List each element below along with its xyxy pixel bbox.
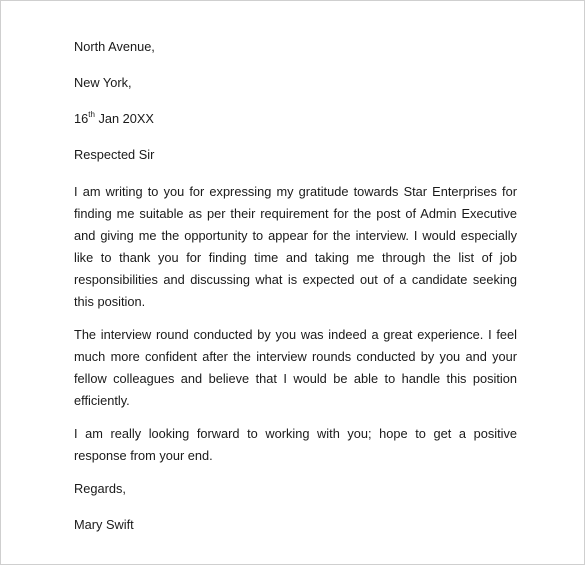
date-day: 16 [74, 111, 89, 126]
letter-body [74, 39, 517, 553]
paragraph-looking-forward: I am really looking forward to working with you; hope to get a positive response from your end. [74, 426, 517, 463]
date-month-year: Jan 20XX [94, 111, 154, 126]
closing: Regards, [74, 481, 126, 496]
date-day-suffix: th [88, 109, 95, 119]
salutation: Respected Sir [74, 147, 155, 162]
address-line-1: North Avenue, [74, 39, 155, 54]
signature-name: Mary Swift [74, 517, 134, 532]
paragraph-gratitude: I am writing to you for expressing my gratitude towards Star Enterprises for finding me suitable as per their requirement for the post of Admin Executive and giving me the opportunity to appear for the interview. I would especially like to thank you for finding time and taking me through the list of job responsibilities and discussing what is expected out of a candidate seeking this position. [74, 184, 517, 309]
paragraph-interview-experience: The interview round conducted by you was indeed a great experience. I feel much more confident after the interview rounds conducted by you and your fellow colleagues and believe that I would be able to handle this position efficiently. [74, 327, 517, 408]
letter-date [74, 111, 517, 127]
address-line-2: New York, [74, 75, 132, 90]
